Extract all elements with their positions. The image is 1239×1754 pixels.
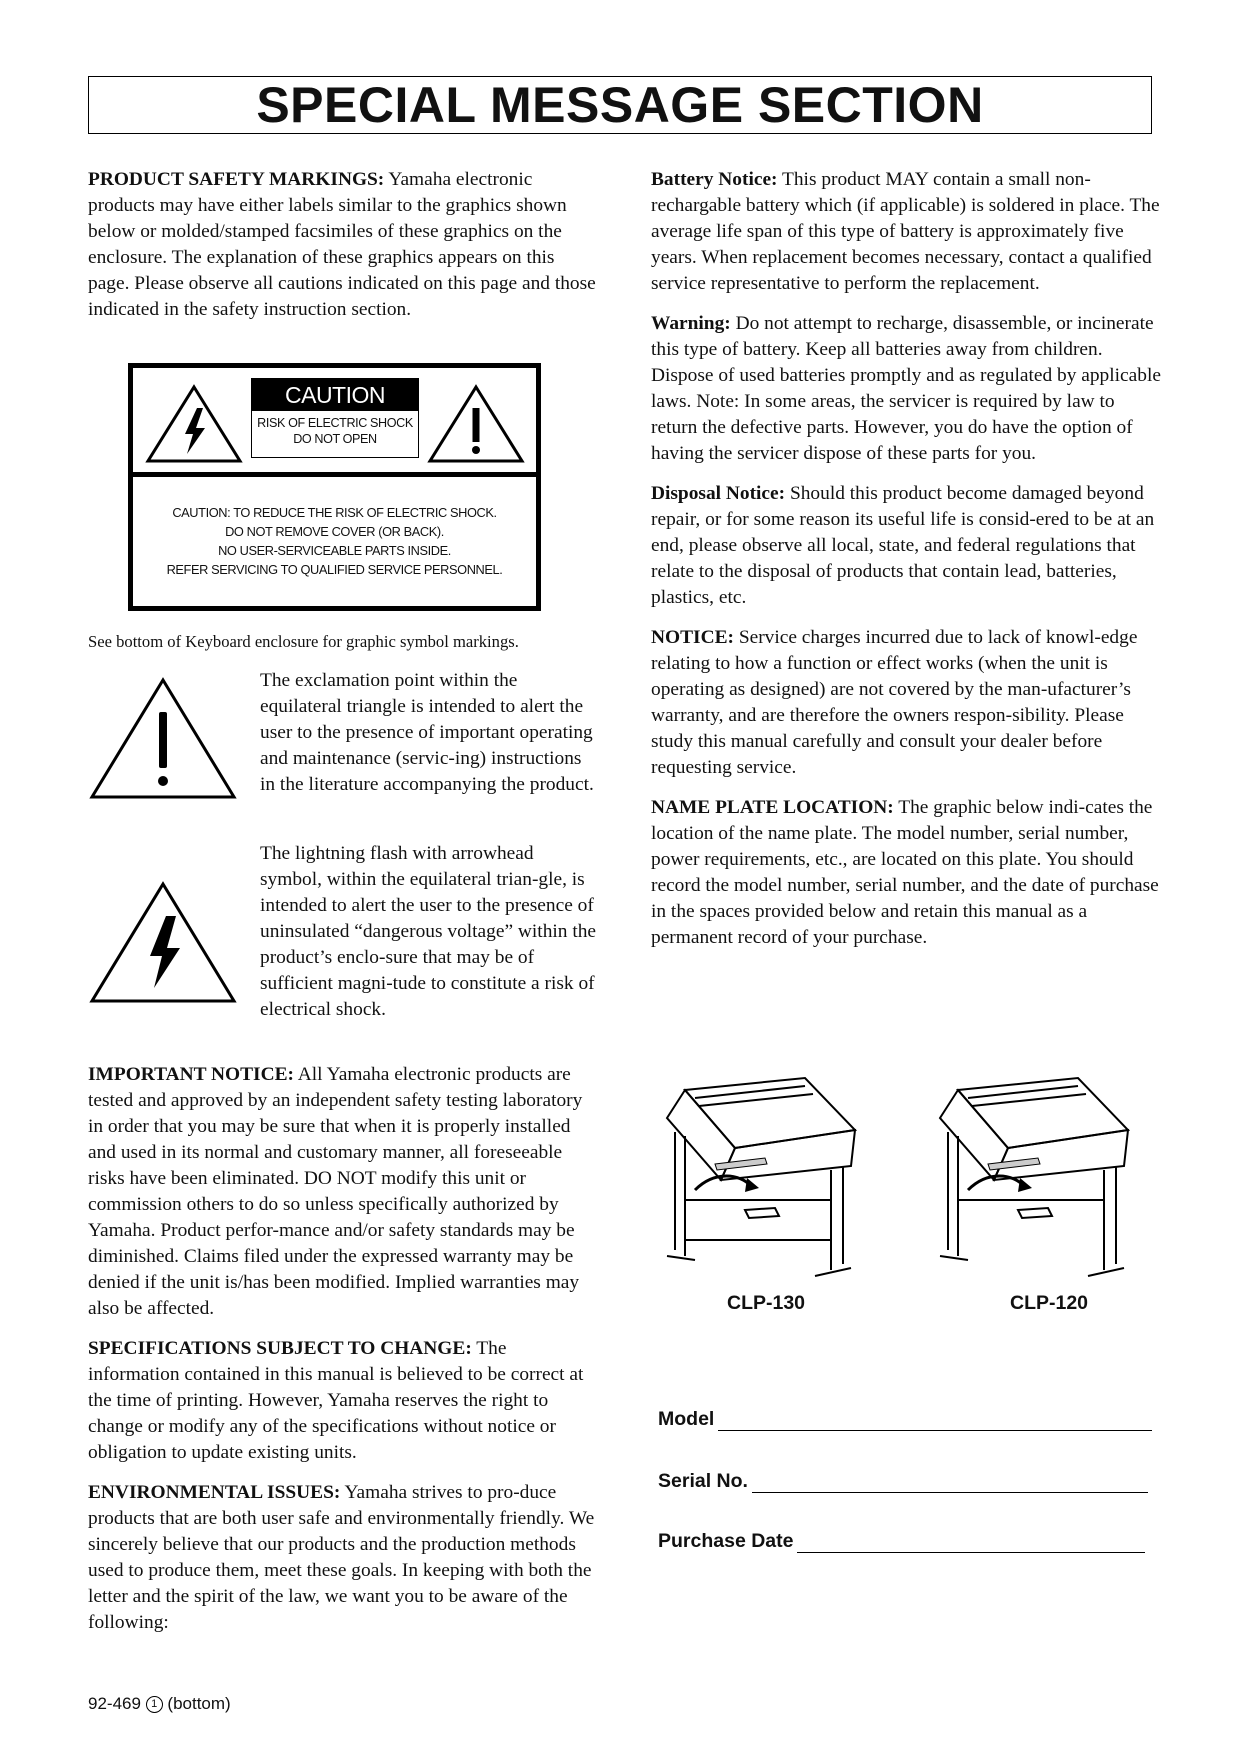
serial-field[interactable]: [658, 1470, 1148, 1493]
footer-code: 92-469: [88, 1694, 141, 1713]
exclamation-triangle-icon: [88, 676, 238, 801]
left-column-top: [88, 167, 596, 337]
model-label-clp120: CLP-120: [1010, 1292, 1089, 1314]
battery-notice: Battery Notice: This product MAY contain a small non-rechargable battery which (if applicable) is soldered in place. The average life span of this type of battery is approximately five years. When replacement becomes necessary, contact a qualified service representative to perform the replacement.: [651, 169, 1160, 294]
caution-divider: [133, 472, 536, 477]
exclamation-explanation: The exclamation point within the equilateral triangle is intended to alert the user to the presence of important operating and maintenance (servic-ing) instructions in the literature accompanying the product.: [260, 670, 594, 795]
piano-illustration-clp130: [655, 1070, 885, 1280]
caution-sub-1: RISK OF ELECTRIC SHOCK: [257, 416, 413, 430]
model-field-line[interactable]: [718, 1412, 1152, 1431]
purchase-date-field[interactable]: [658, 1530, 1145, 1553]
nameplate-notice: NAME PLATE LOCATION: The graphic below indi-cates the location of the name plate. The model number, serial number, power requirements, etc., are located on this plate. You should record the model number, serial number, and the date of purchase in the spaces provided below and retain this manual as a permanent record of your purchase.: [651, 797, 1159, 948]
serial-field-line[interactable]: [752, 1474, 1148, 1493]
safety-paragraph: PRODUCT SAFETY MARKINGS: Yamaha electronic products may have either labels similar to the graphics shown below or molded/stamped facsimiles of these graphics on the enclosure. The explanation of these graphics appears on this page. Please observe all cautions indicated on this page and those indicated in the safety instruction section.: [88, 169, 596, 320]
footer-circled-number: 1: [146, 1696, 163, 1713]
page-title: SPECIAL MESSAGE SECTION: [256, 77, 984, 133]
piano-illustration-clp120: [928, 1070, 1158, 1280]
footer-suffix: (bottom): [167, 1694, 231, 1713]
lightning-explanation: The lightning flash with arrowhead symbol, within the equilateral trian-gle, is intended to alert the user to the presence of uninsulated “dangerous voltage” within the product’s enclo-sure that may be of sufficient magni-tude to constitute a risk of electrical shock.: [260, 843, 597, 1020]
exclamation-triangle-icon: [427, 384, 525, 464]
serial-field-label: Serial No.: [658, 1470, 748, 1492]
symbol-caption: See bottom of Keyboard enclosure for graphic symbol markings.: [88, 632, 519, 651]
service-notice: NOTICE: Service charges incurred due to lack of knowl-edge relating to how a function or effect works (when the unit is operating as designed) are not covered by the man-ufacturer’s warranty, and are therefore the owners respon-sibility. Please study this manual carefully and consult your dealer before requesting service.: [651, 627, 1138, 778]
left-column-bottom: [88, 1062, 596, 1650]
warning-notice: Warning: Do not attempt to recharge, disassemble, or incinerate this type of battery. Keep all batteries away from children. Dispose of used batteries promptly and as regulated by applicable laws. Note: In some areas, the servicer is required by law to return the defective parts. However, you do have the option of having the servicer dispose of these parts for you.: [651, 313, 1161, 464]
environmental-notice: ENVIRONMENTAL ISSUES: Yamaha strives to pro-duce products that are both user safe and environmentally friendly. We sincerely believe that our products and the production methods used to produce them, meet these goals. In keeping with both the letter and the spirit of the law, we want you to be aware of the following:: [88, 1482, 595, 1633]
caution-text: CAUTION: TO REDUCE THE RISK OF ELECTRIC SHOCK. DO NOT REMOVE COVER (OR BACK). NO USER-SERVICEABLE PARTS INSIDE. REFER SERVICING TO QUALIFIED SERVICE PERSONNEL.: [166, 505, 503, 577]
model-label-clp130: CLP-130: [727, 1292, 806, 1314]
purchase-date-line[interactable]: [797, 1534, 1145, 1553]
caution-panel: [128, 363, 541, 611]
right-column: [651, 167, 1161, 965]
specifications-notice: SPECIFICATIONS SUBJECT TO CHANGE: The information contained in this manual is believed to be correct at the time of printing. However, Yamaha reserves the right to change or modify any of the specifications without notice or obligation to update existing units.: [88, 1338, 584, 1463]
important-notice: IMPORTANT NOTICE: All Yamaha electronic products are tested and approved by an independent safety testing laboratory in order that you may be sure that when it is properly installed and used in its normal and customary manner, all foreseeable risks have been eliminated. DO NOT modify this unit or commission others to do so unless specifically authorized by Yamaha. Product perfor-mance and/or safety standards may be diminished. Claims filed under the expressed warranty may be denied if the unit is/has been modified. Implied warranties may also be affected.: [88, 1064, 583, 1319]
footer: [88, 1694, 231, 1714]
model-field-label: Model: [658, 1408, 715, 1430]
title-box: [88, 76, 1152, 134]
purchase-date-label: Purchase Date: [658, 1530, 794, 1552]
model-field[interactable]: [658, 1408, 1152, 1431]
disposal-notice: Disposal Notice: Should this product become damaged beyond repair, or for some reason its useful life is consid-ered to be at an end, please observe all local, state, and federal regulations that relate to the disposal of products that contain lead, batteries, plastics, etc.: [651, 483, 1155, 608]
caution-label: [251, 378, 419, 458]
caution-sub-2: DO NOT OPEN: [293, 432, 377, 446]
lightning-triangle-icon: [145, 384, 243, 464]
caution-heading: CAUTION: [252, 379, 418, 411]
lightning-triangle-icon: [88, 880, 238, 1005]
